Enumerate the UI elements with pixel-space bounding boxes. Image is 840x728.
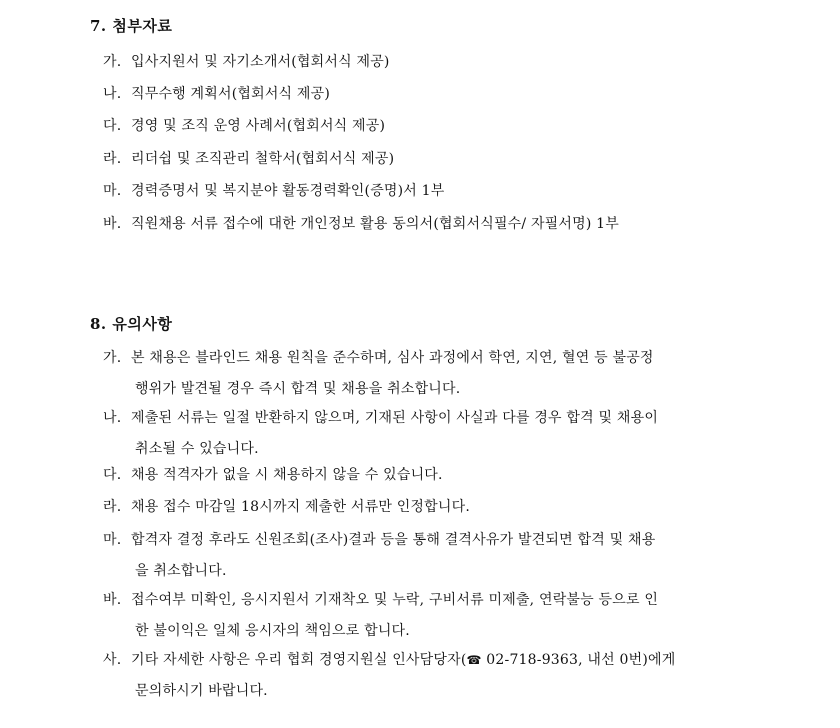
item-marker: 사. bbox=[103, 652, 122, 668]
item-text: 직무수행 계획서(협회서식 제공) bbox=[131, 86, 331, 102]
section-7-heading: 7. 첨부자료 bbox=[90, 17, 173, 35]
notice-item bbox=[103, 585, 753, 647]
attachment-item bbox=[103, 79, 753, 110]
item-marker: 나. bbox=[103, 410, 122, 426]
item-text: 입사지원서 및 자기소개서(협회서식 제공) bbox=[131, 54, 390, 70]
item-text: 리더쉽 및 조직관리 철학서(협회서식 제공) bbox=[131, 151, 395, 167]
item-text-line1: 채용 접수 마감일 18시까지 제출한 서류만 인정합니다. bbox=[131, 499, 470, 515]
attachment-item bbox=[103, 176, 753, 207]
item-text-line1: 본 채용은 블라인드 채용 원칙을 준수하며, 심사 과정에서 학연, 지연, 혈연 등 불공정 bbox=[131, 350, 654, 366]
item-marker: 바. bbox=[103, 216, 122, 232]
item-text-line2: 행위가 발견될 경우 즉시 합격 및 채용을 취소합니다. bbox=[135, 381, 461, 397]
attachment-item bbox=[103, 111, 753, 142]
item-text-line2: 문의하시기 바랍니다. bbox=[135, 683, 268, 699]
item-marker: 마. bbox=[103, 532, 122, 548]
item-text: 경영 및 조직 운영 사례서(협회서식 제공) bbox=[131, 118, 386, 134]
item-text-line1: 합격자 결정 후라도 신원조회(조사)결과 등을 통해 결격사유가 발견되면 합격 및 채용 bbox=[131, 532, 656, 548]
item-marker: 가. bbox=[103, 350, 122, 366]
notice-item bbox=[103, 343, 753, 405]
item-marker: 다. bbox=[103, 118, 122, 134]
item-marker: 나. bbox=[103, 86, 122, 102]
attachment-item bbox=[103, 47, 753, 78]
item-text-line1: 접수여부 미확인, 응시지원서 기재착오 및 누락, 구비서류 미제출, 연락불능 등으로 인 bbox=[131, 592, 659, 608]
item-text-line2: 취소될 수 있습니다. bbox=[135, 441, 259, 457]
notice-item bbox=[103, 460, 753, 491]
item-text: 경력증명서 및 복지분야 활동경력확인(증명)서 1부 bbox=[131, 183, 445, 199]
item-text-line1: 채용 적격자가 없을 시 채용하지 않을 수 있습니다. bbox=[131, 467, 443, 483]
phone-number-text: 02-718-9363, 내선 0번)에게 bbox=[481, 652, 676, 668]
item-text-line1: 제출된 서류는 일절 반환하지 않으며, 기재된 사항이 사실과 다를 경우 합격 및 채용이 bbox=[131, 410, 659, 426]
item-marker: 라. bbox=[103, 151, 122, 167]
attachment-item bbox=[103, 209, 753, 240]
item-marker: 다. bbox=[103, 467, 122, 483]
notice-item-contact bbox=[103, 645, 753, 707]
notice-item bbox=[103, 525, 753, 587]
phone-icon: ☎ bbox=[466, 653, 482, 667]
item-marker: 가. bbox=[103, 54, 122, 70]
item-text: 직원채용 서류 접수에 대한 개인정보 활용 동의서(협회서식필수/ 자필서명) 1부 bbox=[131, 216, 619, 232]
item-marker: 마. bbox=[103, 183, 122, 199]
item-text-line1: 기타 자세한 사항은 우리 협회 경영지원실 인사담당자( bbox=[131, 652, 467, 668]
section-8-heading: 8. 유의사항 bbox=[90, 315, 173, 333]
item-marker: 라. bbox=[103, 499, 122, 515]
item-text-line2: 을 취소합니다. bbox=[135, 563, 227, 579]
notice-item bbox=[103, 492, 753, 523]
attachment-item bbox=[103, 144, 753, 175]
item-marker: 바. bbox=[103, 592, 122, 608]
notice-item bbox=[103, 403, 753, 465]
item-text-line2: 한 불이익은 일체 응시자의 책임으로 합니다. bbox=[135, 623, 410, 639]
